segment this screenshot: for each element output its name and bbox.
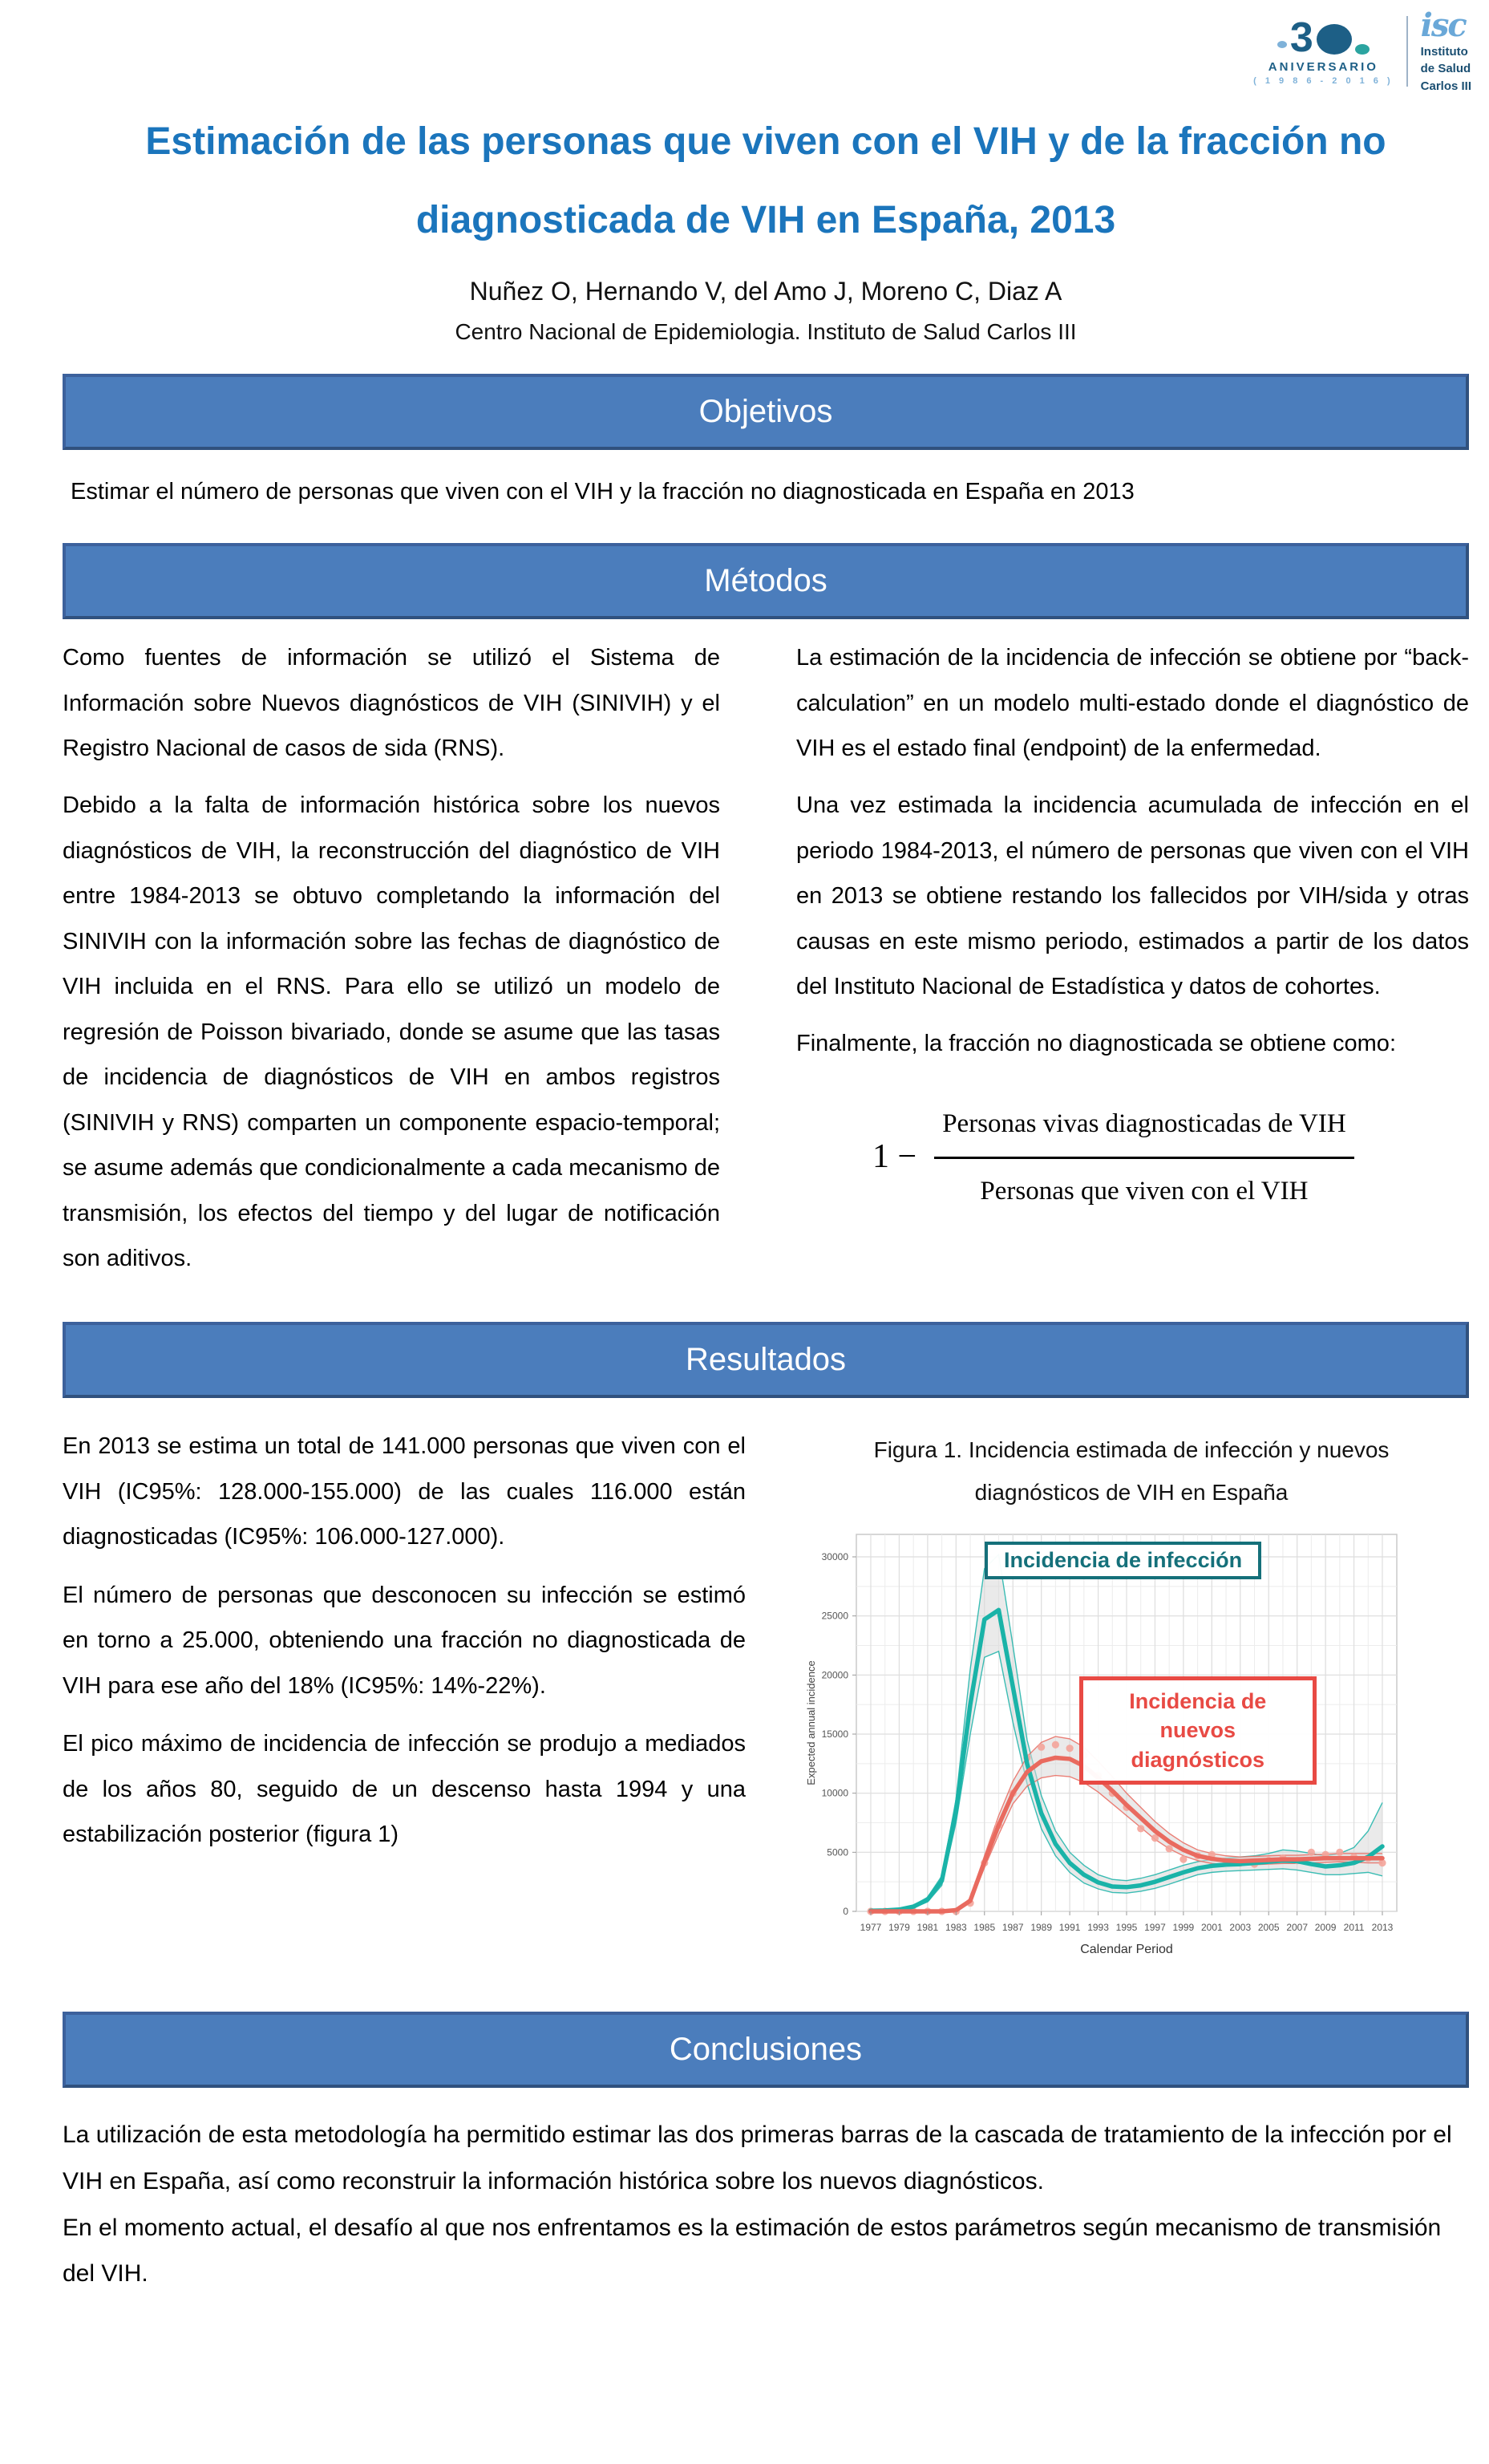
section-heading: Métodos xyxy=(704,563,827,599)
methods-paragraph: Como fuentes de información se utilizó el Sistema de Información sobre Nuevos diagnósticos de VIH (SINIVIH) y el Registro Nacional de casos de sida (RNS). xyxy=(63,645,720,762)
svg-text:2009: 2009 xyxy=(1314,1922,1337,1934)
svg-text:0: 0 xyxy=(843,1906,848,1918)
methods-paragraph: Debido a la falta de información histórica sobre los nuevos diagnósticos de VIH, la reconstrucción del diagnóstico de VIH entre 1984-2013 se obtuvo completando la información del SINIVIH con la información sobre las fechas de diagnóstico de VIH incluida en el RNS. Para ello se utilizó un modelo de regresión de Poisson bivariado, donde se asume que las tasas de incidencia de diagnósticos de VIH en ambos registros (SINIVIH y RNS) comparten un componente espacio-temporal; se asume además que condicionalmente a cada mecanismo de transmisión, los efectos del tiempo y del lugar de notificación son aditivos. xyxy=(63,792,720,1272)
anniversary-years: ( 1 9 8 6 - 2 0 1 6 ) xyxy=(1253,75,1394,86)
formula-numerator: Personas vivas diagnosticadas de VIH xyxy=(934,1098,1353,1158)
conclusions-paragraph: La utilización de esta metodología ha permitido estimar las dos primeras barras de la cascada de tratamiento de la infección por el VIH en España, así como reconstruir la información histórica sobre los nuevos diagnósticos. xyxy=(63,2122,1452,2194)
formula-lead: 1 − xyxy=(872,1138,917,1176)
methods-paragraph: La estimación de la incidencia de infección se obtiene por “back-calculation” en un modelo multi-estado donde el diagnóstico de VIH es el estado final (endpoint) de la enfermedad. xyxy=(796,645,1469,762)
methods-right-column xyxy=(796,635,1469,1293)
svg-text:25000: 25000 xyxy=(821,1611,848,1623)
legend-diagnoses-label: Incidencia de nuevos diagnósticos xyxy=(1129,1688,1267,1772)
section-banner-resultados xyxy=(63,1322,1469,1398)
logo-zero-oval-icon xyxy=(1317,24,1352,55)
legend-infection-label: Incidencia de infección xyxy=(1004,1547,1243,1572)
svg-text:1977: 1977 xyxy=(860,1922,882,1934)
results-paragraph: En 2013 se estima un total de 141.000 personas que viven con el VIH (IC95%: 128.000-155.000) de las cuales 116.000 están diagnosticadas (IC95%: 106.000-127.000). xyxy=(63,1433,746,1550)
formula-fraction xyxy=(934,1098,1353,1217)
svg-text:5000: 5000 xyxy=(827,1846,848,1858)
conclusions-paragraph: En el momento actual, el desafío al que nos enfrentamos es la estimación de estos parámetros según mecanismo de transmisión del VIH. xyxy=(63,2214,1442,2288)
svg-text:1981: 1981 xyxy=(916,1922,939,1934)
results-text-column xyxy=(63,1424,746,1983)
anniversary-30-logo xyxy=(1253,14,1394,86)
anniversary-30-mark xyxy=(1253,14,1394,61)
svg-text:Calendar Period: Calendar Period xyxy=(1080,1943,1173,1957)
svg-text:1997: 1997 xyxy=(1144,1922,1166,1934)
authors-line: Nuñez O, Hernando V, del Amo J, Moreno C, Diaz A xyxy=(469,276,1062,306)
affiliation-line: Centro Nacional de Epidemiologia. Instituto de Salud Carlos III xyxy=(455,318,1077,344)
svg-text:2013: 2013 xyxy=(1371,1922,1394,1934)
methods-columns xyxy=(63,635,1469,1293)
svg-text:1983: 1983 xyxy=(945,1922,967,1934)
results-paragraph: El pico máximo de incidencia de infección se produjo a mediados de los años 80, seguido de un descenso hasta 1994 y una estabilización posterior (figura 1) xyxy=(63,1731,746,1848)
conclusions-text xyxy=(63,2112,1464,2296)
section-banner-metodos xyxy=(63,543,1469,619)
logo-dot-icon xyxy=(1277,41,1287,48)
svg-text:2011: 2011 xyxy=(1343,1922,1365,1934)
svg-text:1979: 1979 xyxy=(888,1922,910,1934)
logo-divider xyxy=(1406,16,1408,87)
institution-logo xyxy=(1253,6,1471,93)
legend-diagnoses xyxy=(1079,1676,1317,1785)
svg-text:2007: 2007 xyxy=(1286,1922,1309,1934)
svg-text:1995: 1995 xyxy=(1115,1922,1138,1934)
institute-name-line: de Salud xyxy=(1420,62,1471,76)
section-banner-conclusiones xyxy=(63,2012,1469,2088)
svg-text:20000: 20000 xyxy=(821,1669,848,1681)
svg-text:2001: 2001 xyxy=(1200,1922,1223,1934)
results-paragraph: El número de personas que desconocen su infección se estimó en torno a 25.000, obteniendo una fracción no diagnosticada de VIH para ese año del 18% (IC95%: 14%-22%). xyxy=(63,1582,746,1699)
isciii-glyph-icon: isc xyxy=(1420,6,1466,44)
anniversary-label: ANIVERSARIO xyxy=(1268,59,1378,74)
institute-name-line: Carlos III xyxy=(1420,79,1471,93)
methods-left-column xyxy=(63,635,720,1293)
poster-title: Estimación de las personas que viven con el VIH y de la fracción no diagnosticada de VIH en España, 2013 xyxy=(145,120,1386,242)
methods-paragraph: Finalmente, la fracción no diagnosticada se obtiene como: xyxy=(796,1030,1396,1056)
section-heading: Objetivos xyxy=(698,393,833,429)
formula-denominator: Personas que viven con el VIH xyxy=(980,1176,1309,1206)
objective-text: Estimar el número de personas que viven con el VIH y la fracción no diagnosticada en España en 2013 xyxy=(71,478,1135,505)
svg-text:1987: 1987 xyxy=(1001,1922,1024,1934)
svg-text:2005: 2005 xyxy=(1257,1922,1280,1934)
svg-text:1993: 1993 xyxy=(1087,1922,1109,1934)
results-columns xyxy=(63,1424,1469,1983)
svg-text:1999: 1999 xyxy=(1172,1922,1195,1934)
svg-text:15000: 15000 xyxy=(821,1728,848,1741)
svg-text:2003: 2003 xyxy=(1229,1922,1252,1934)
figure-column xyxy=(746,1424,1469,1983)
isciii-logo xyxy=(1420,6,1471,93)
section-heading: Resultados xyxy=(685,1341,847,1377)
svg-text:1989: 1989 xyxy=(1030,1922,1053,1934)
logo-dot-icon xyxy=(1355,44,1370,55)
legend-infection xyxy=(985,1542,1261,1579)
figure1-chart xyxy=(802,1522,1411,1983)
svg-text:Expected annual incidence: Expected annual incidence xyxy=(805,1660,817,1786)
section-heading: Conclusiones xyxy=(669,2032,863,2068)
undiagnosed-fraction-formula xyxy=(872,1098,1469,1217)
svg-text:10000: 10000 xyxy=(821,1788,848,1800)
svg-text:1991: 1991 xyxy=(1058,1922,1081,1934)
section-banner-objetivos xyxy=(63,374,1469,450)
figure1-caption: Figura 1. Incidencia estimada de infección y nuevos diagnósticos de VIH en España xyxy=(873,1437,1390,1506)
methods-paragraph: Una vez estimada la incidencia acumulada de infección en el periodo 1984-2013, el número de personas que viven con el VIH en 2013 se obtiene restando los fallecidos por VIH/sida y otras causas en este mismo periodo, estimados a partir de los datos del Instituto Nacional de Estadística y datos de cohortes. xyxy=(796,792,1469,1000)
logo-number: 3 xyxy=(1289,14,1313,61)
svg-text:1985: 1985 xyxy=(973,1922,996,1934)
institute-name-line: Instituto xyxy=(1420,45,1468,59)
svg-text:30000: 30000 xyxy=(821,1551,848,1563)
